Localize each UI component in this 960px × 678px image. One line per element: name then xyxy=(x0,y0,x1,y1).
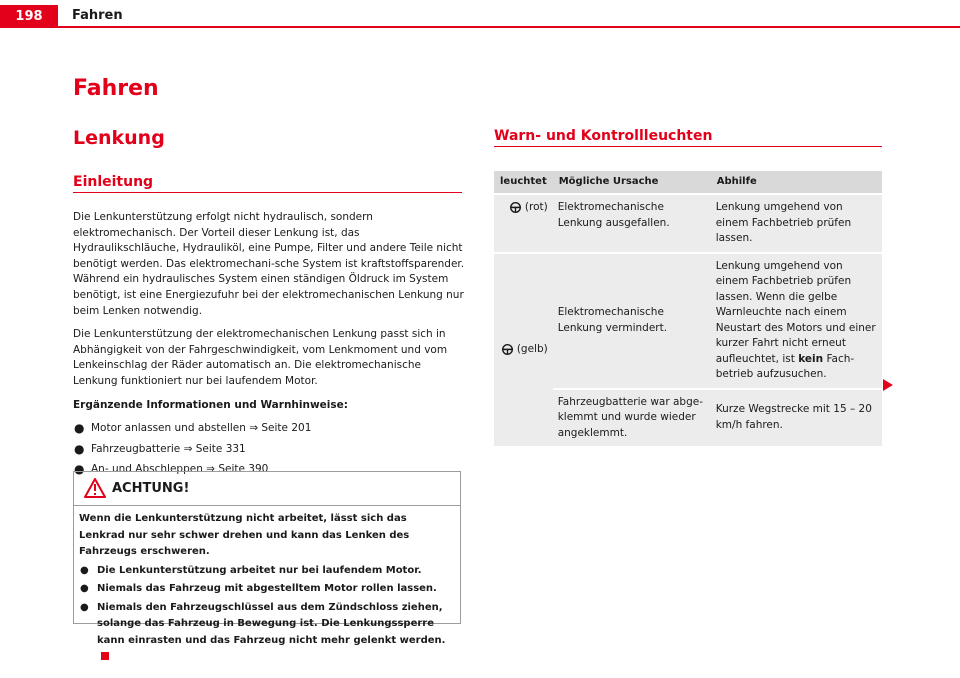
bullet-icon: ● xyxy=(80,601,89,613)
column-header: Abhilfe xyxy=(711,171,882,194)
bullet-icon: ● xyxy=(74,441,85,456)
page-title: Fahren xyxy=(73,76,159,101)
section-heading: Lenkung xyxy=(73,127,165,149)
paragraph-2: Die Lenkunterstützung der elektromechanischen Lenkung passt sich in Abhängigkeit von der Fahrgeschwindigkeit, vom Lenkmoment und vom Lenkeinschlag der Räder automatisch an. Die elektromechanische Lenkung funktioniert nur bei laufendem Motor. xyxy=(73,328,448,387)
header-rule xyxy=(0,26,960,28)
table-row xyxy=(494,389,882,447)
steering-warning-lamp-icon xyxy=(509,202,522,213)
warning-triangle-icon xyxy=(84,478,106,498)
list-item[interactable]: ● Fahrzeugbatterie ⇒ Seite 331 xyxy=(74,441,246,456)
bullet-icon: ● xyxy=(80,583,89,594)
list-item[interactable]: ● Motor anlassen und abstellen ⇒ Seite 201 xyxy=(74,421,312,436)
remedy-cell: Kurze Wegstrecke mit 15 – 20 km/h fahren. xyxy=(711,389,882,447)
bullet-icon: ● xyxy=(74,421,85,436)
lamp-color-label: (rot) xyxy=(524,201,548,213)
lamp-cell xyxy=(494,194,553,253)
list-item: ● Niemals das Fahrzeug mit abgestelltem Motor rollen lassen. xyxy=(79,581,454,598)
continue-arrow-icon xyxy=(883,379,893,391)
warning-header xyxy=(74,472,460,506)
bullet-icon: ● xyxy=(74,462,85,477)
warning-lights-heading: Warn- und Kontrollleuchten xyxy=(494,128,713,144)
column-header: leuchtet xyxy=(494,171,553,194)
bullet-icon: ● xyxy=(80,564,89,576)
info-heading: Ergänzende Informationen und Warnhinweise: xyxy=(73,398,348,411)
steering-warning-lamp-icon xyxy=(501,344,514,355)
column-header: Mögliche Ursache xyxy=(553,171,711,194)
paragraph-1: Die Lenkunterstützung erfolgt nicht hydraulisch, sondern elektromechanisch. Der Vorteil dieser Lenkung ist, das Hydraulikschläuche, Hydrauliköl, eine Pumpe, Filter und andere Teile nicht benötigt werden. Das elektromechani-sche System ist kraftstoffsparender. Während ein hydraulisches System einen ständigen Öldruck im System benötigt, ist eine Energiezufuhr bei der elektromechanischen Lenkung nur beim Lenken notwendig. xyxy=(73,211,465,317)
heading-rule xyxy=(494,146,882,147)
warning-lights-table xyxy=(494,171,882,446)
list-item: ● Niemals den Fahrzeugschlüssel aus dem Zündschloss ziehen, solange das Fahrzeug in Bewegung ist. Die Lenkungssperre kann einrasten und das Fahrzeug nicht mehr gelenkt werden. xyxy=(79,600,454,666)
table-row xyxy=(494,253,882,389)
page-number: 198 xyxy=(0,5,58,28)
warning-box xyxy=(73,471,461,646)
table-header-row xyxy=(494,171,882,194)
list-item[interactable]: ● An- und Abschleppen ⇒ Seite 390 xyxy=(74,462,269,477)
subsection-rule xyxy=(73,192,462,193)
warning-intro: Wenn die Lenkunterstützung nicht arbeitet, lässt sich das Lenkrad nur sehr schwer drehen und kann das Lenken des Fahrzeugs erschweren. xyxy=(79,513,410,557)
warning-body xyxy=(74,506,460,666)
cause-cell: Fahrzeugbatterie war abge-klemmt und wurde wieder angeklemmt. xyxy=(553,389,711,447)
cause-cell: Elektromechanische Lenkung ausgefallen. xyxy=(553,194,711,253)
remedy-cell: Lenkung umgehend von einem Fachbetrieb prüfen lassen. Wenn die gelbe Warnleuchte nach einem Neustart des Motors und einer kurzer Fahrt nicht erneut aufleuchtet, ist kein Fach-betrieb aufzusuchen. xyxy=(711,253,882,389)
warning-list xyxy=(79,563,454,666)
remedy-cell: Lenkung umgehend von einem Fachbetrieb prüfen lassen. xyxy=(711,194,882,253)
end-mark-icon xyxy=(101,652,109,660)
lamp-color-label: (gelb) xyxy=(516,343,548,355)
emphasis: kein xyxy=(798,352,824,365)
lamp-cell xyxy=(494,253,553,447)
subsection-heading: Einleitung xyxy=(73,174,154,190)
list-item: ● Die Lenkunterstützung arbeitet nur bei laufendem Motor. xyxy=(79,563,454,580)
running-title: Fahren xyxy=(72,8,123,23)
intro-text xyxy=(73,210,465,483)
table-row xyxy=(494,194,882,253)
warning-title: ACHTUNG! xyxy=(112,481,190,496)
reference-list xyxy=(73,421,465,478)
cause-cell: Elektromechanische Lenkung vermindert. xyxy=(553,253,711,389)
